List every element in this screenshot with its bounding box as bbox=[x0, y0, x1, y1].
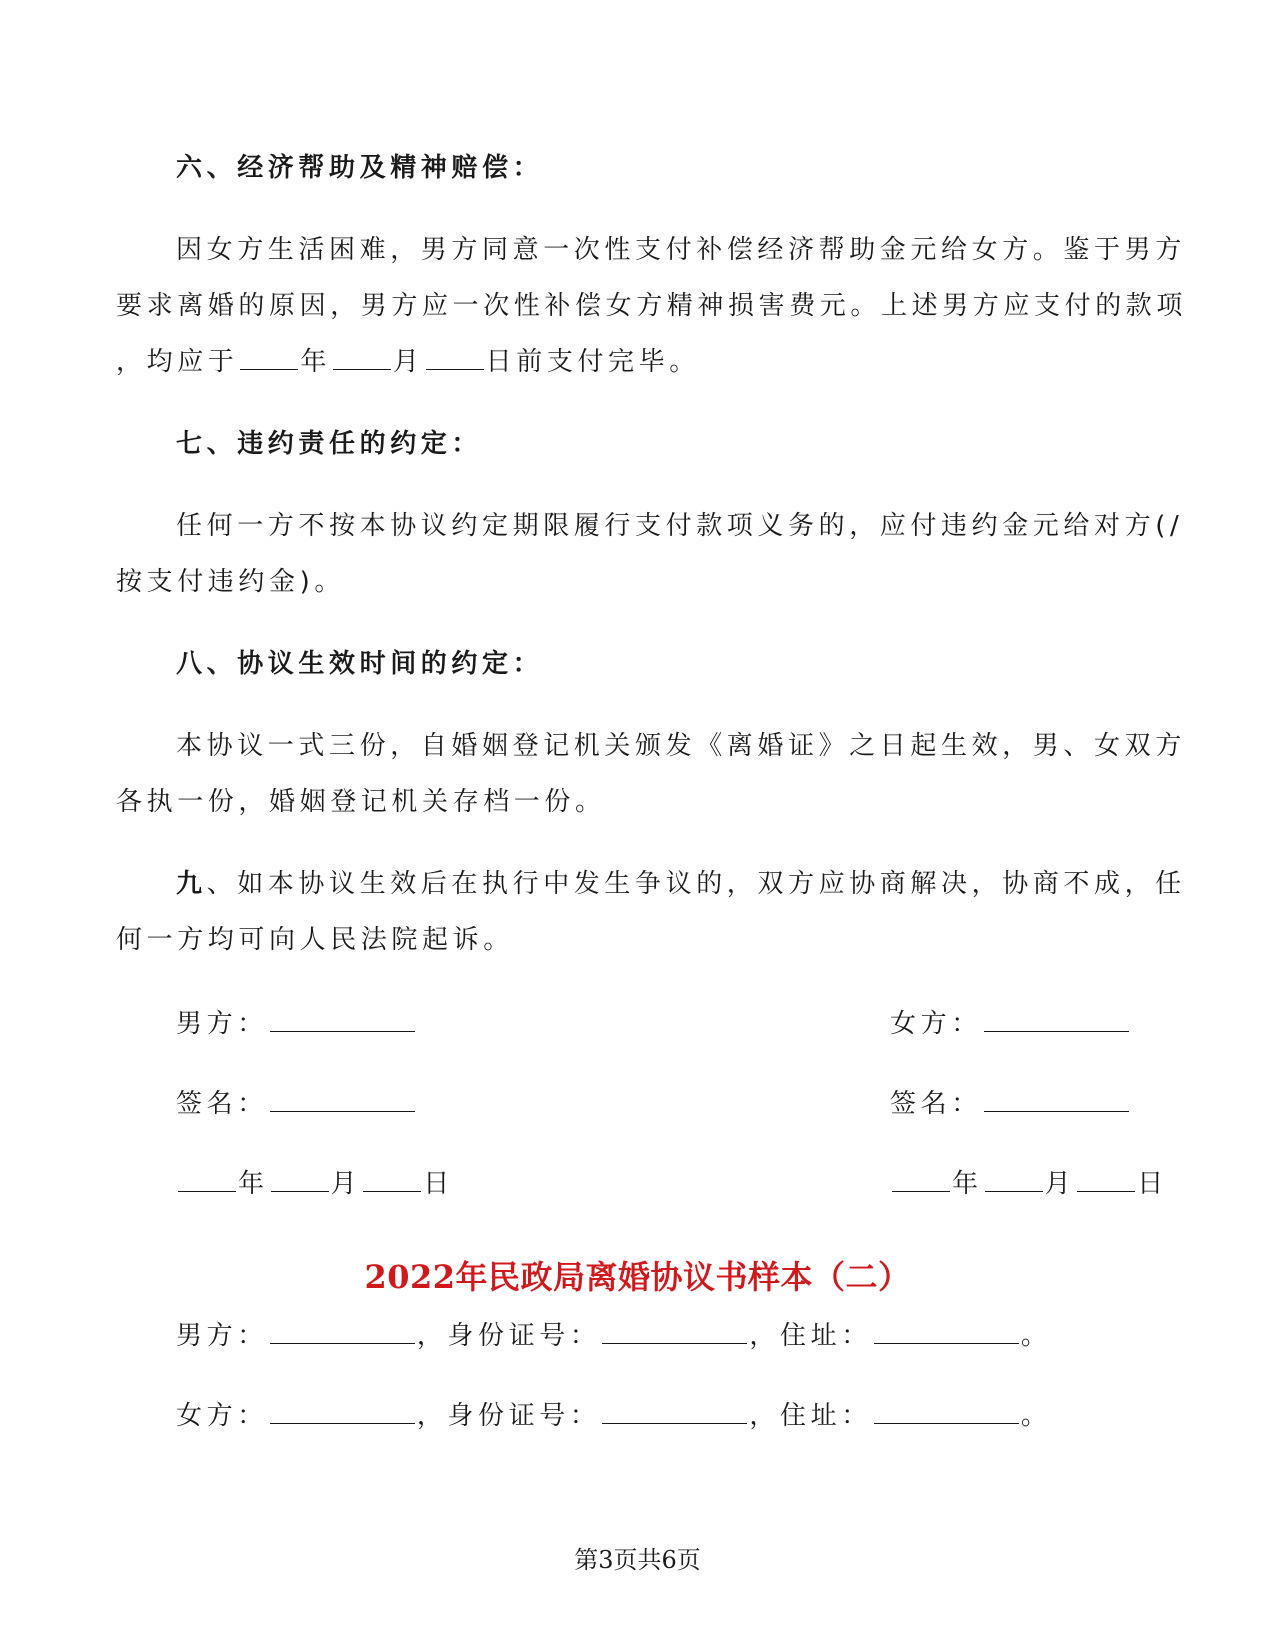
section-9-text-line-1 bbox=[176, 868, 1186, 900]
year-label: 年 bbox=[300, 347, 332, 377]
male-address-label: ，住址： bbox=[749, 1321, 872, 1351]
female-info-label: 女方： bbox=[176, 1401, 268, 1431]
second-agreement-title: 2022年民政局离婚协议书样本（二） bbox=[364, 1258, 911, 1296]
female-year-blank bbox=[892, 1169, 950, 1192]
year-blank bbox=[240, 347, 298, 370]
male-info-label: 男方： bbox=[176, 1321, 268, 1351]
female-address-label: ，住址： bbox=[749, 1401, 872, 1431]
male-date-field bbox=[176, 1168, 454, 1200]
male-info-period: 。 bbox=[1020, 1321, 1052, 1351]
female-month-label: 月 bbox=[1044, 1169, 1076, 1199]
female-party-blank bbox=[984, 1009, 1129, 1032]
male-party-blank bbox=[270, 1009, 415, 1032]
female-party-field bbox=[890, 1008, 1131, 1040]
male-address-blank bbox=[874, 1321, 1019, 1344]
male-party-field bbox=[176, 1008, 417, 1040]
male-signature-label: 签名： bbox=[176, 1089, 268, 1119]
female-party-label: 女方： bbox=[890, 1009, 982, 1039]
female-year-label: 年 bbox=[952, 1169, 983, 1199]
section-9-text: 、如本协议生效后在执行中发生争议的，双方应协商解决，协商不成，任 bbox=[206, 869, 1186, 899]
male-month-blank bbox=[271, 1169, 329, 1192]
section-6-deadline-suffix: 日前支付完毕。 bbox=[485, 347, 700, 377]
male-id-label: ，身份证号： bbox=[416, 1321, 601, 1351]
section-6-text-line-1: 因女方生活困难，男方同意一次性支付补偿经济帮助金元给女方。鉴于男方 bbox=[176, 235, 1186, 265]
male-id-blank bbox=[602, 1321, 747, 1344]
female-address-blank bbox=[874, 1401, 1019, 1424]
section-9-text-line-2: 何一方均可向人民法院起诉。 bbox=[116, 925, 514, 955]
section-7-heading: 七、违约责任的约定： bbox=[176, 429, 483, 459]
male-info-line bbox=[176, 1320, 1051, 1352]
section-6-text-line-3 bbox=[116, 346, 700, 378]
female-signature-field bbox=[890, 1088, 1131, 1120]
month-label: 月 bbox=[393, 347, 424, 377]
male-year-label: 年 bbox=[238, 1169, 269, 1199]
day-blank bbox=[426, 347, 484, 370]
section-7-text-line-2: 按支付违约金)。 bbox=[116, 567, 345, 597]
male-signature-blank bbox=[270, 1089, 415, 1112]
female-info-period: 。 bbox=[1020, 1401, 1052, 1431]
female-name-blank bbox=[270, 1401, 415, 1424]
female-id-blank bbox=[602, 1401, 747, 1424]
page-footer: 第3页共6页 bbox=[574, 1546, 701, 1574]
section-8-text-line-2: 各执一份，婚姻登记机关存档一份。 bbox=[116, 787, 606, 817]
female-info-line bbox=[176, 1400, 1051, 1432]
month-blank bbox=[333, 347, 391, 370]
female-signature-label: 签名： bbox=[890, 1089, 982, 1119]
section-6-text-line-2: 要求离婚的原因，男方应一次性补偿女方精神损害费元。上述男方应支付的款项 bbox=[116, 291, 1188, 321]
female-id-label: ，身份证号： bbox=[416, 1401, 601, 1431]
section-8-heading: 八、协议生效时间的约定： bbox=[176, 649, 544, 679]
female-day-blank bbox=[1077, 1169, 1135, 1192]
male-day-label: 日 bbox=[423, 1169, 454, 1199]
female-signature-blank bbox=[984, 1089, 1129, 1112]
male-party-label: 男方： bbox=[176, 1009, 268, 1039]
male-year-blank bbox=[178, 1169, 236, 1192]
male-signature-field bbox=[176, 1088, 417, 1120]
section-9-number: 九 bbox=[176, 869, 207, 899]
male-name-blank bbox=[270, 1321, 415, 1344]
male-day-blank bbox=[363, 1169, 421, 1192]
section-8-text-line-1: 本协议一式三份，自婚姻登记机关颁发《离婚证》之日起生效，男、女双方 bbox=[176, 731, 1186, 761]
female-day-label: 日 bbox=[1137, 1169, 1168, 1199]
section-6-heading: 六、经济帮助及精神赔偿： bbox=[176, 153, 544, 183]
section-6-deadline-prefix: ，均应于 bbox=[116, 347, 239, 377]
female-month-blank bbox=[985, 1169, 1043, 1192]
section-7-text-line-1: 任何一方不按本协议约定期限履行支付款项义务的，应付违约金元给对方(/ bbox=[176, 511, 1184, 541]
female-date-field bbox=[890, 1168, 1168, 1200]
male-month-label: 月 bbox=[330, 1169, 362, 1199]
